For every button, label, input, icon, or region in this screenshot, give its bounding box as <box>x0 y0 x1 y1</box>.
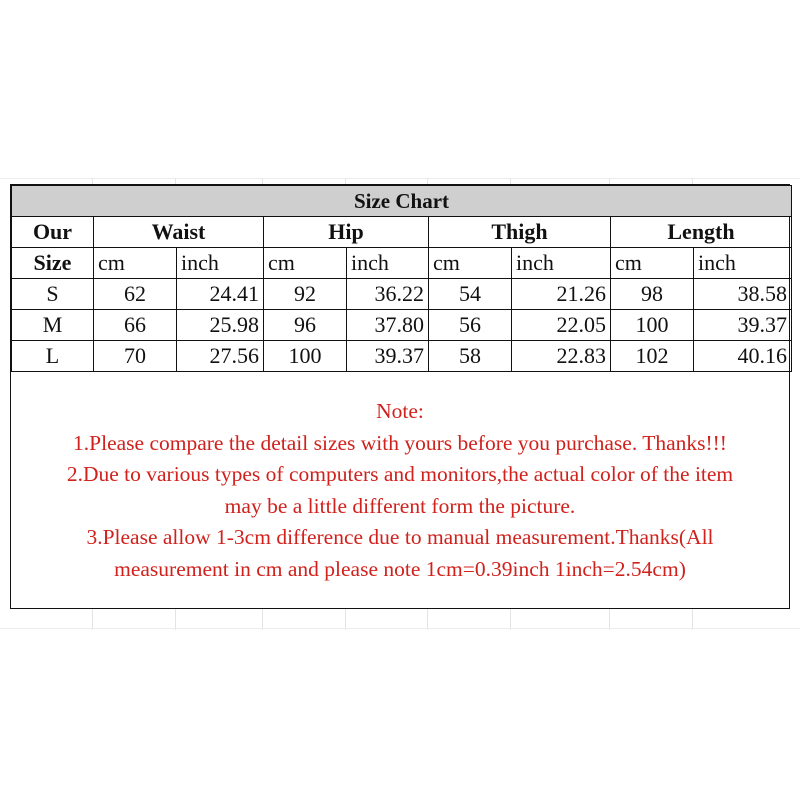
table-row <box>12 341 792 372</box>
group-header-length: Length <box>611 217 792 248</box>
group-header-row <box>12 217 792 248</box>
size-chart-table <box>11 185 792 372</box>
unit-label: cm <box>611 248 694 279</box>
group-header-hip: Hip <box>264 217 429 248</box>
table-cell: 38.58 <box>694 279 792 310</box>
note-line: measurement in cm and please note 1cm=0.39inch 1inch=2.54cm) <box>114 556 686 581</box>
table-cell: 40.16 <box>694 341 792 372</box>
unit-label: inch <box>694 248 792 279</box>
unit-label: cm <box>264 248 347 279</box>
unit-label: inch <box>512 248 611 279</box>
title-row <box>12 186 792 217</box>
table-cell: 24.41 <box>177 279 264 310</box>
table-title: Size Chart <box>12 186 792 217</box>
table-cell: 22.05 <box>512 310 611 341</box>
grid-line <box>0 178 800 179</box>
grid-line <box>0 628 800 629</box>
size-label: M <box>12 310 94 341</box>
table-cell: 58 <box>429 341 512 372</box>
unit-header-row <box>12 248 792 279</box>
table-cell: 25.98 <box>177 310 264 341</box>
unit-label: cm <box>429 248 512 279</box>
table-row <box>12 310 792 341</box>
table-row <box>12 279 792 310</box>
group-header-thigh: Thigh <box>429 217 611 248</box>
table-cell: 39.37 <box>347 341 429 372</box>
table-cell: 66 <box>94 310 177 341</box>
table-cell: 96 <box>264 310 347 341</box>
size-label: L <box>12 341 94 372</box>
notes-heading: Note: <box>376 399 424 423</box>
unit-label: inch <box>347 248 429 279</box>
table-cell: 39.37 <box>694 310 792 341</box>
table-cell: 36.22 <box>347 279 429 310</box>
group-header-waist: Waist <box>94 217 264 248</box>
size-header-bottom: Size <box>12 248 94 279</box>
note-line: 1.Please compare the detail sizes with yours before you purchase. Thanks!!! <box>73 430 727 455</box>
table-cell: 37.80 <box>347 310 429 341</box>
notes-section <box>11 372 789 608</box>
size-label: S <box>12 279 94 310</box>
unit-label: cm <box>94 248 177 279</box>
table-cell: 22.83 <box>512 341 611 372</box>
table-cell: 70 <box>94 341 177 372</box>
table-cell: 100 <box>264 341 347 372</box>
size-header-top: Our <box>12 217 94 248</box>
size-chart-sheet <box>10 184 790 609</box>
table-cell: 100 <box>611 310 694 341</box>
table-cell: 27.56 <box>177 341 264 372</box>
unit-label: inch <box>177 248 264 279</box>
table-cell: 102 <box>611 341 694 372</box>
note-line: 2.Due to various types of computers and monitors,the actual color of the item <box>66 462 734 486</box>
table-cell: 98 <box>611 279 694 310</box>
note-line: 3.Please allow 1-3cm difference due to manual measurement.Thanks(All <box>86 525 714 549</box>
note-line: may be a little different form the picture. <box>224 493 576 518</box>
table-cell: 56 <box>429 310 512 341</box>
table-cell: 92 <box>264 279 347 310</box>
table-cell: 54 <box>429 279 512 310</box>
table-cell: 62 <box>94 279 177 310</box>
table-cell: 21.26 <box>512 279 611 310</box>
